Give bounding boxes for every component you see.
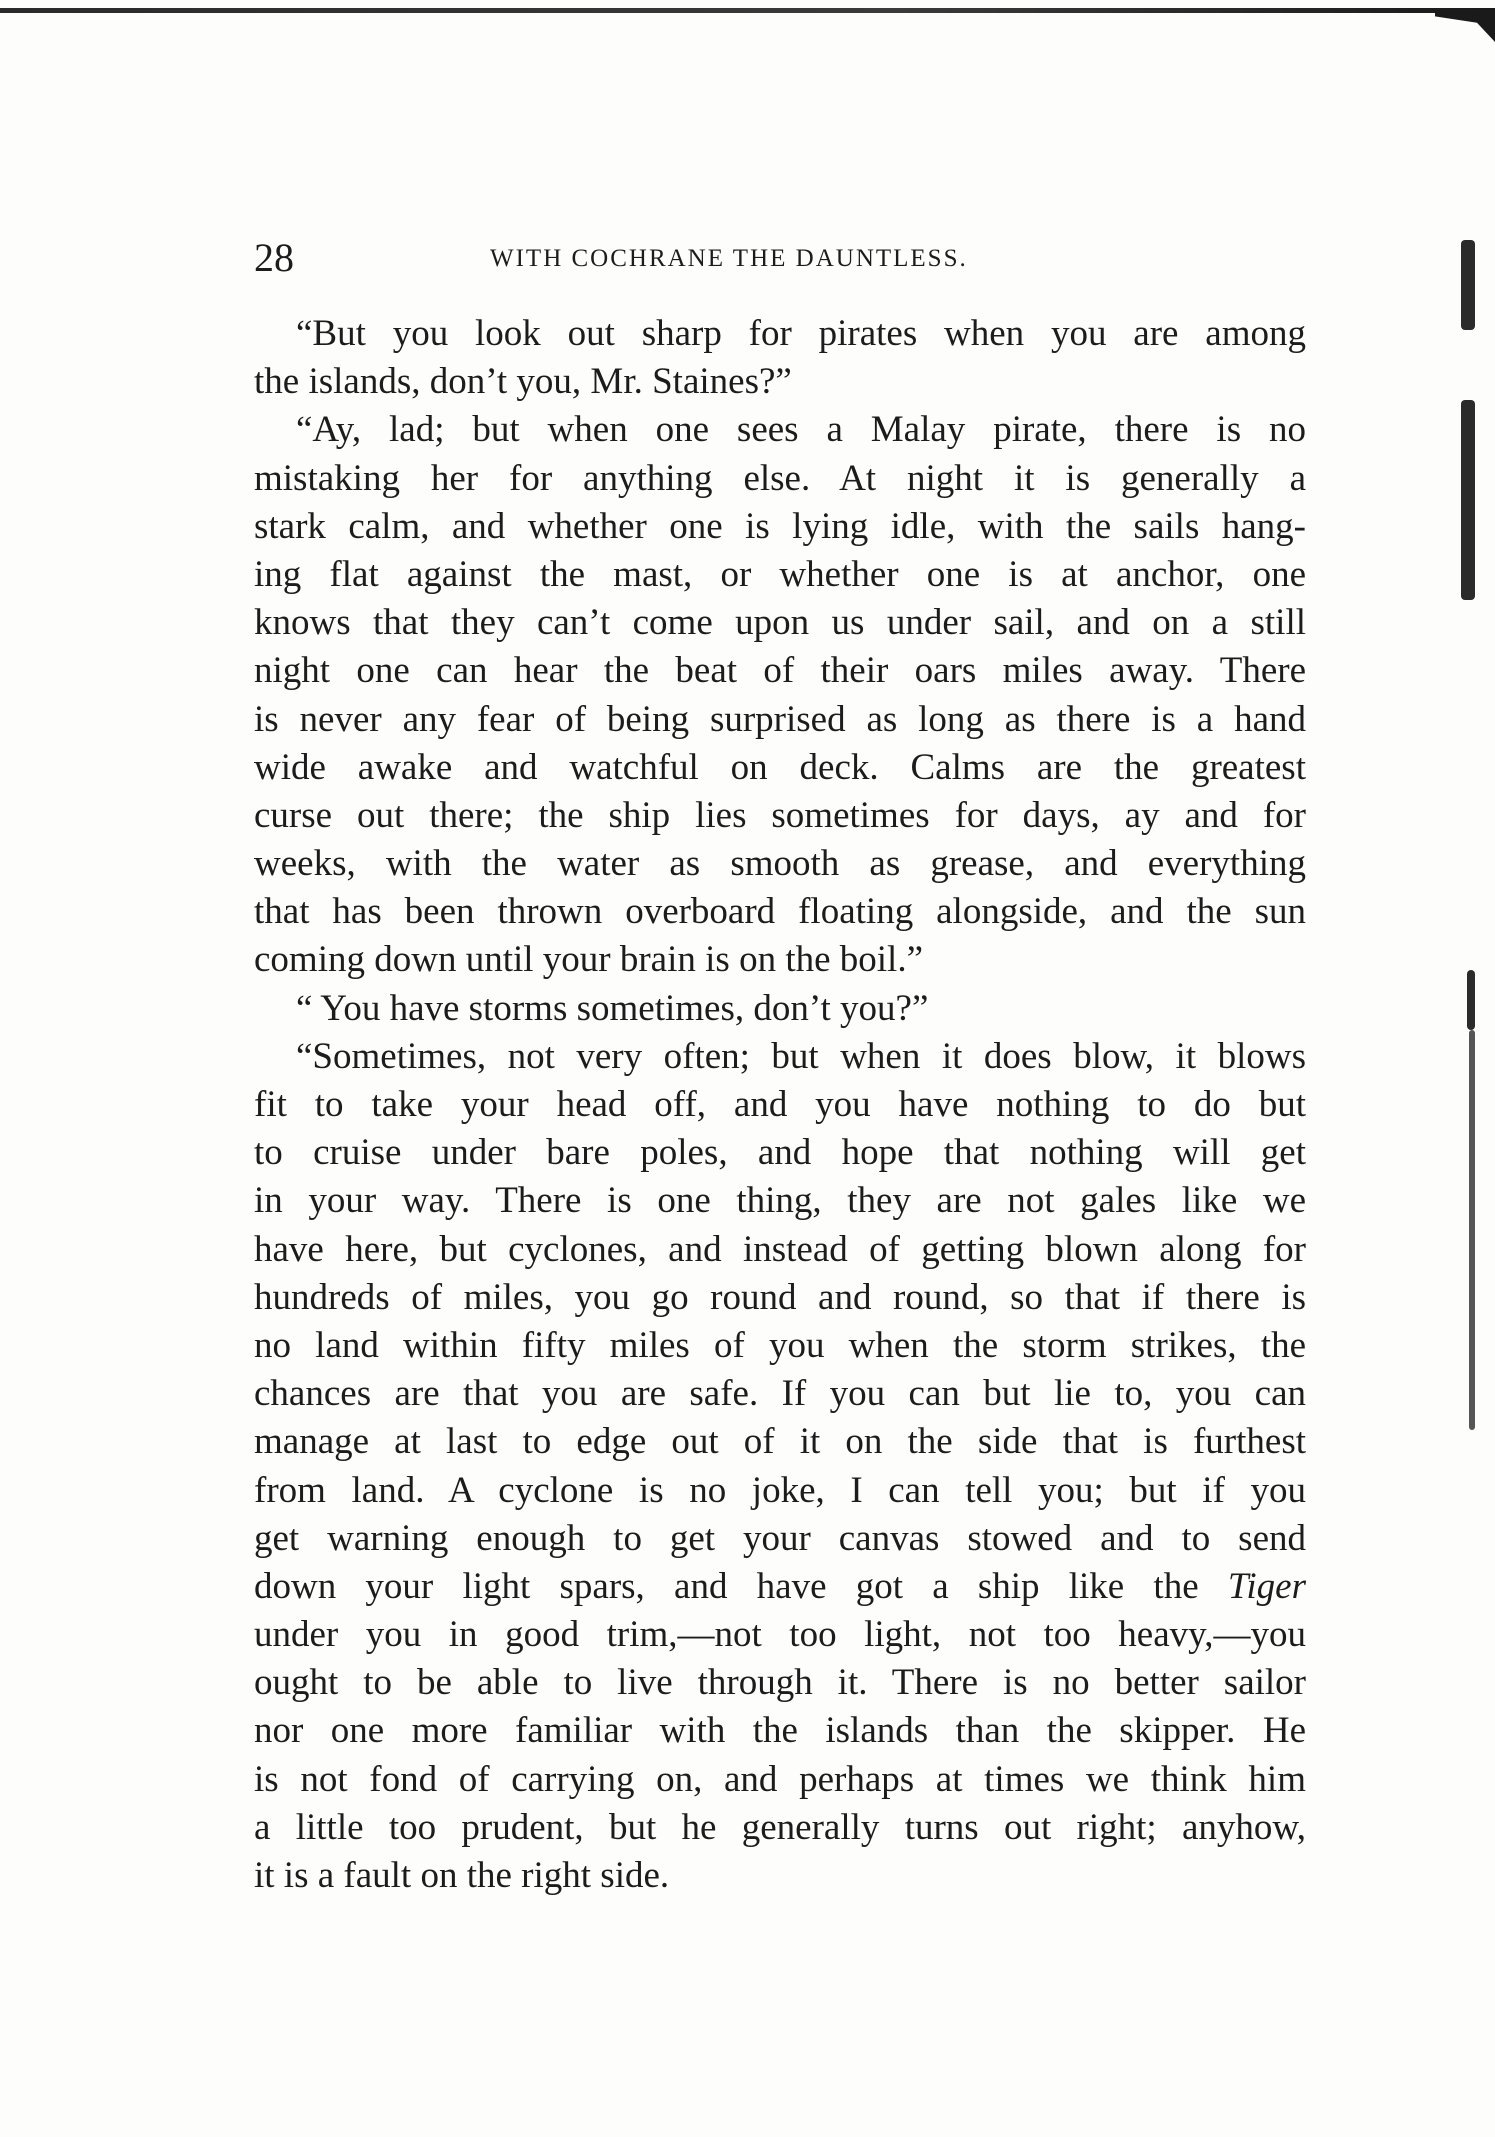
right-edge-scan-shadow (1461, 400, 1475, 600)
running-title: WITH COCHRANE THE DAUNTLESS. (490, 245, 968, 272)
text-line: “Sometimes, not very often; but when it does blow, it blows (296, 1035, 1306, 1077)
text-line: hundreds of miles, you go round and round, so that if there is (254, 1276, 1306, 1318)
text-line: a little too prudent, but he generally turns out right; anyhow, (254, 1806, 1306, 1848)
ship-name: Tiger (1227, 1565, 1306, 1607)
text-line: ing flat against the mast, or whether one is at anchor, one (254, 553, 1306, 595)
body-text (254, 310, 1306, 1900)
top-edge-corner-mark (1435, 10, 1495, 42)
text-line: in your way. There is one thing, they are not gales like we (254, 1180, 1306, 1222)
text-line: it is a fault on the right side. (254, 1855, 670, 1896)
text-line: the islands, don’t you, Mr. Staines?” (254, 361, 792, 403)
text-line: coming down until your brain is on the boil.” (254, 939, 923, 981)
right-edge-scan-shadow (1467, 970, 1475, 1030)
text-line: knows that they can’t come upon us under sail, and on a still (254, 602, 1306, 644)
text-line: weeks, with the water as smooth as grease, and everything (254, 843, 1306, 885)
text-line: from land. A cyclone is no joke, I can tell you; but if you (254, 1469, 1306, 1511)
text-line: chances are that you are safe. If you can but lie to, you can (254, 1373, 1306, 1415)
top-edge-rule (0, 8, 1495, 13)
text-line: no land within fifty miles of you when the storm strikes, the (254, 1324, 1306, 1366)
text-line-with-ship-name (254, 1563, 1306, 1611)
text-line: under you in good trim,—not too light, not too heavy,—you (254, 1614, 1306, 1656)
text-line: curse out there; the ship lies sometimes for days, ay and for (254, 794, 1306, 836)
text-line: is never any fear of being surprised as long as there is a hand (254, 698, 1306, 740)
text-line: have here, but cyclones, and instead of getting blown along for (254, 1228, 1306, 1270)
text-line: manage at last to edge out of it on the side that is furthest (254, 1421, 1306, 1463)
text-line: “ You have storms sometimes, don’t you?” (296, 987, 929, 1029)
text-line: that has been thrown overboard floating alongside, and the sun (254, 891, 1306, 933)
text-line: nor one more familiar with the islands than the skipper. He (254, 1710, 1306, 1752)
text-line: mistaking her for anything else. At night it is generally a (254, 457, 1306, 499)
right-edge-scan-shadow (1469, 1030, 1475, 1430)
text-line: to cruise under bare poles, and hope that nothing will get (254, 1132, 1306, 1174)
text-line: ought to be able to live through it. There is no better sailor (254, 1662, 1306, 1704)
right-edge-scan-shadow (1461, 240, 1475, 330)
text-line: stark calm, and whether one is lying idle, with the sails hang- (254, 505, 1306, 547)
text-line: “But you look out sharp for pirates when you are among (296, 313, 1306, 354)
text-line: is not fond of carrying on, and perhaps at times we think him (254, 1758, 1306, 1800)
text-line: get warning enough to get your canvas stowed and to send (254, 1517, 1306, 1559)
page-header (254, 233, 1314, 283)
text-line: fit to take your head off, and you have nothing to do but (254, 1084, 1306, 1125)
page-number: 28 (254, 235, 294, 280)
text-line: wide awake and watchful on deck. Calms are the greatest (254, 746, 1306, 788)
text-line-segment: down your light spars, and have got a ship like the (254, 1565, 1199, 1607)
text-line: night one can hear the beat of their oars miles away. There (254, 650, 1306, 692)
text-line: “Ay, lad; but when one sees a Malay pirate, there is no (296, 409, 1306, 451)
